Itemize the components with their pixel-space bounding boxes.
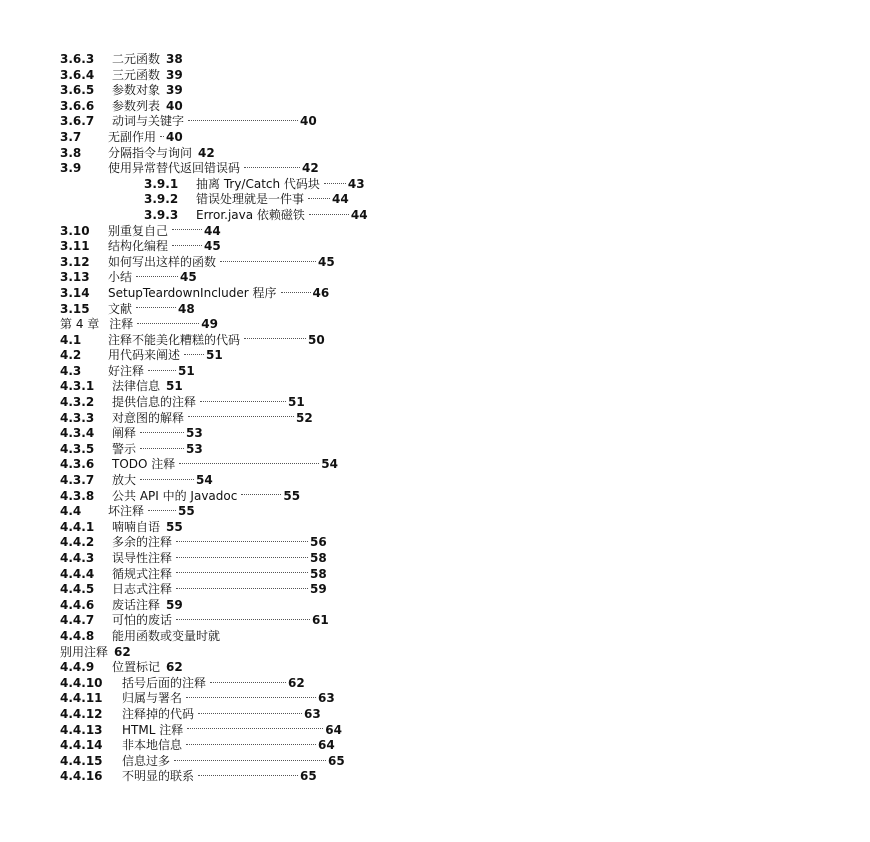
toc-entry-page: 51	[288, 395, 305, 410]
toc-entry-title: 废话注释	[112, 597, 161, 612]
toc-entry-number: 4.3	[60, 363, 82, 378]
toc-entry-title: 无副作用	[108, 129, 157, 144]
toc-entry-page: 44	[204, 223, 221, 238]
toc-entry-title: 信息过多	[122, 753, 171, 768]
toc-entry-page: 51	[206, 348, 223, 363]
toc-entry-title: 动词与关键字	[112, 114, 185, 129]
toc-entry-page: 59	[310, 582, 327, 597]
toc-entry-number: 4.4.1	[60, 519, 95, 534]
dot-leader	[137, 323, 199, 324]
toc-entry	[60, 302, 480, 318]
toc-entry-number: 3.9	[60, 161, 82, 176]
toc-entry	[60, 754, 480, 770]
toc-entry-page: 42	[198, 145, 215, 160]
toc-entry-page: 65	[300, 769, 317, 784]
toc-entry-page: 55	[166, 519, 183, 534]
toc-entry-title: 日志式注释	[112, 582, 173, 597]
dot-leader	[198, 775, 298, 776]
toc-entry-title: 注释不能美化糟糕的代码	[108, 332, 241, 347]
toc-entry-title: Error.java 依赖磁铁	[196, 207, 305, 222]
toc-entry-title: 阐释	[112, 426, 137, 441]
toc-entry-number: 4.4.14	[60, 738, 103, 753]
toc-entry	[60, 224, 480, 240]
toc-entry-number: 4.4.11	[60, 691, 103, 706]
dot-leader	[220, 261, 316, 262]
toc-entry	[60, 504, 480, 520]
toc-entry-page: 54	[196, 473, 213, 488]
toc-entry-page: 62	[114, 644, 131, 659]
toc-entry-number: 3.6.6	[60, 98, 95, 113]
dot-leader	[176, 541, 308, 542]
dot-leader	[244, 338, 306, 339]
toc-entry-page: 55	[283, 488, 301, 503]
toc-entry-page: 43	[347, 176, 365, 191]
dot-leader	[188, 120, 298, 121]
toc-entry-title: 用代码来阐述	[108, 348, 181, 363]
toc-entry-number: 4.4.13	[60, 722, 103, 737]
toc-entry-title: TODO 注释	[112, 457, 176, 472]
toc-entry-title: 公共 API 中的 Javadoc	[112, 488, 238, 503]
toc-entry-page: 39	[166, 67, 183, 82]
dot-leader	[176, 588, 308, 589]
toc-entry-number: 3.9.3	[144, 207, 179, 222]
toc-entry-page: 40	[166, 98, 183, 113]
dot-leader	[186, 744, 316, 745]
toc-entry-number: 4.3.5	[60, 441, 95, 456]
toc-entry-title: 分隔指令与询问	[108, 145, 193, 160]
toc-entry	[60, 99, 480, 115]
toc-entry	[60, 83, 480, 99]
toc-entry	[60, 239, 480, 255]
dot-leader	[309, 214, 349, 215]
toc-entry-number: 4.4.16	[60, 769, 103, 784]
toc-entry-title: 抽离 Try/Catch 代码块	[196, 176, 320, 191]
dot-leader	[140, 479, 194, 480]
toc-entry-number: 4.3.2	[60, 395, 95, 410]
toc-entry-page: 64	[318, 738, 335, 753]
toc-entry	[60, 379, 480, 395]
dot-leader	[176, 619, 310, 620]
toc-entry	[60, 473, 480, 489]
toc-entry-page: 51	[166, 379, 183, 394]
toc-entry-page: 59	[166, 597, 183, 612]
toc-entry-number: 4.4.9	[60, 660, 95, 675]
toc-entry-title: 对意图的解释	[112, 410, 185, 425]
toc-entry-title: 喃喃自语	[112, 519, 161, 534]
dot-leader	[210, 682, 286, 683]
toc-entry-title: 位置标记	[112, 660, 161, 675]
dot-leader	[174, 760, 326, 761]
toc-entry-page: 64	[325, 722, 342, 737]
dot-leader	[148, 370, 176, 371]
toc-entry	[60, 769, 480, 785]
toc-entry	[60, 457, 480, 473]
toc-entry-number: 3.15	[60, 301, 90, 316]
toc-entry	[60, 691, 480, 707]
toc-entry-title: 法律信息	[112, 379, 161, 394]
toc-entry	[60, 426, 480, 442]
toc-entry	[60, 146, 480, 162]
toc-entry-number: 4.4.12	[60, 706, 103, 721]
dot-leader	[140, 432, 184, 433]
toc-entry	[60, 333, 480, 349]
toc-entry	[60, 676, 480, 692]
toc-entry-page: 61	[312, 613, 329, 628]
toc-entry-number: 3.10	[60, 223, 90, 238]
dot-leader	[244, 167, 300, 168]
toc-entry	[60, 442, 480, 458]
toc-entry	[60, 68, 480, 84]
toc-entry	[60, 598, 480, 614]
toc-entry-title: 能用函数或变量时就	[112, 628, 221, 643]
toc-entry-number: 4.4.15	[60, 753, 103, 768]
toc-entry-title: 参数对象	[112, 83, 161, 98]
dot-leader	[172, 229, 202, 230]
toc-entry-page: 42	[302, 161, 319, 176]
toc-entry	[60, 645, 480, 661]
toc-entry	[60, 52, 480, 68]
toc-entry-page: 65	[328, 753, 345, 768]
toc-entry-number: 3.6.3	[60, 52, 95, 66]
toc-entry-number: 3.11	[60, 239, 90, 254]
dot-leader	[188, 416, 294, 417]
toc-entry-number: 3.6.7	[60, 114, 95, 129]
toc-entry	[60, 286, 480, 302]
dot-leader	[148, 510, 176, 511]
toc-entry	[60, 114, 480, 130]
toc-entry-number: 4.4.4	[60, 566, 95, 581]
toc-entry-page: 56	[310, 535, 327, 550]
toc-entry	[60, 629, 480, 645]
dot-leader	[140, 448, 184, 449]
toc-entry-page: 53	[186, 426, 203, 441]
toc-entry	[60, 364, 480, 380]
toc-entry	[60, 582, 480, 598]
toc-entry-number: 3.8	[60, 145, 82, 160]
toc-entry	[60, 660, 480, 676]
toc-entry-page: 44	[332, 192, 349, 207]
toc-entry-page: 46	[312, 285, 330, 300]
toc-entry	[60, 270, 480, 286]
toc-entry-title: 如何写出这样的函数	[108, 254, 217, 269]
dot-leader	[136, 276, 178, 277]
toc-entry-title: 使用异常替代返回错误码	[108, 161, 241, 176]
toc-entry	[60, 130, 480, 146]
toc-entry	[60, 723, 480, 739]
toc-entry-number: 4.4.3	[60, 551, 95, 565]
toc-entry-page: 51	[178, 363, 195, 378]
dot-leader	[176, 572, 308, 573]
dot-leader	[281, 292, 311, 293]
dot-leader	[324, 183, 346, 184]
toc-entry	[60, 613, 480, 629]
toc-entry-number: 3.7	[60, 129, 82, 144]
toc-entry-number: 3.9.1	[144, 176, 179, 191]
toc-entry-page: 48	[178, 301, 195, 316]
toc-entry-title: 不明显的联系	[122, 769, 195, 784]
toc-entry	[60, 395, 480, 411]
toc-entry-title: 循规式注释	[112, 566, 173, 581]
toc-entry-title: 三元函数	[112, 67, 161, 82]
toc-entry-page: 50	[308, 332, 325, 347]
dot-leader	[172, 245, 202, 246]
dot-leader	[160, 136, 164, 137]
toc-entry-title: 括号后面的注释	[122, 675, 207, 690]
toc-entry-title: 注释	[109, 317, 134, 332]
toc-entry-page: 62	[166, 660, 183, 675]
table-of-contents	[60, 52, 480, 785]
toc-entry	[60, 567, 480, 583]
toc-entry-number: 4.3.3	[60, 410, 95, 425]
toc-entry	[60, 489, 480, 505]
toc-entry-number: 4.3.1	[60, 379, 95, 394]
toc-entry-title: 好注释	[108, 363, 145, 378]
toc-entry	[60, 535, 480, 551]
toc-entry-page: 45	[180, 270, 197, 285]
toc-entry-page: 44	[350, 207, 368, 222]
toc-entry	[60, 551, 480, 567]
toc-entry-title: 参数列表	[112, 98, 161, 113]
toc-entry-title: 错误处理就是一件事	[196, 192, 305, 207]
toc-entry-page: 62	[288, 675, 305, 690]
toc-entry	[60, 317, 480, 333]
toc-entry	[60, 177, 480, 193]
toc-entry-page: 38	[166, 52, 183, 66]
dot-leader	[241, 494, 281, 495]
toc-entry-title: SetupTeardownIncluder 程序	[108, 285, 277, 300]
toc-entry-number: 3.13	[60, 270, 90, 285]
toc-entry-page: 52	[296, 410, 313, 425]
toc-entry-title: 别重复自己	[108, 223, 169, 238]
toc-entry-title: 多余的注释	[112, 535, 173, 550]
dot-leader	[136, 307, 176, 308]
toc-entry-number: 4.4	[60, 504, 82, 519]
toc-entry-title: 二元函数	[112, 52, 161, 66]
toc-entry-title: 结构化编程	[108, 239, 169, 254]
toc-entry-title: 非本地信息	[122, 738, 183, 753]
toc-entry-title: 误导性注释	[112, 551, 173, 565]
toc-entry-number: 4.4.7	[60, 613, 95, 628]
toc-entry-title: 警示	[112, 441, 137, 456]
toc-entry-title: 文献	[108, 301, 133, 316]
toc-entry-page: 45	[318, 254, 335, 269]
toc-entry-title: 归属与署名	[122, 691, 183, 706]
dot-leader	[200, 401, 286, 402]
toc-entry-page: 45	[204, 239, 221, 254]
toc-entry-title: HTML 注释	[122, 722, 184, 737]
toc-entry	[60, 348, 480, 364]
dot-leader	[184, 354, 204, 355]
toc-entry-number: 4.1	[60, 332, 82, 347]
toc-entry-number: 4.3.7	[60, 473, 95, 488]
toc-entry-page: 55	[178, 504, 195, 519]
toc-entry-page: 54	[321, 457, 338, 472]
toc-entry-number: 4.4.5	[60, 582, 95, 597]
dot-leader	[308, 198, 330, 199]
toc-entry	[60, 208, 480, 224]
toc-entry-title: 提供信息的注释	[112, 395, 197, 410]
toc-entry-number: 3.14	[60, 285, 90, 300]
toc-entry-number: 4.4.10	[60, 675, 103, 690]
toc-entry-number: 4.3.6	[60, 457, 95, 472]
toc-entry	[60, 411, 480, 427]
toc-entry-number: 3.9.2	[144, 192, 179, 207]
toc-entry-page: 58	[310, 551, 327, 565]
toc-entry	[60, 707, 480, 723]
dot-leader	[176, 557, 308, 558]
toc-entry-number: 3.6.4	[60, 67, 95, 82]
toc-entry-number: 4.4.6	[60, 597, 95, 612]
toc-entry	[60, 520, 480, 536]
toc-entry-page: 39	[166, 83, 183, 98]
toc-entry-page: 63	[318, 691, 335, 706]
toc-entry-number: 4.3.4	[60, 426, 95, 441]
toc-entry	[60, 738, 480, 754]
toc-entry-title: 坏注释	[108, 504, 145, 519]
toc-entry-title: 别用注释	[60, 644, 109, 659]
toc-entry-number: 4.3.8	[60, 488, 95, 503]
toc-entry-number: 3.6.5	[60, 83, 95, 98]
toc-entry-number: 3.12	[60, 254, 90, 269]
toc-entry-title: 可怕的废话	[112, 613, 173, 628]
toc-entry-page: 58	[310, 566, 327, 581]
toc-entry-title: 小结	[108, 270, 133, 285]
toc-entry-title: 放大	[112, 473, 137, 488]
toc-entry-number: 4.4.8	[60, 628, 95, 643]
toc-entry	[60, 161, 480, 177]
toc-entry-page: 63	[304, 706, 321, 721]
toc-entry-number: 4.2	[60, 348, 82, 363]
dot-leader	[198, 713, 302, 714]
toc-entry-page: 53	[186, 441, 203, 456]
toc-entry	[60, 192, 480, 208]
dot-leader	[187, 728, 323, 729]
toc-entry-page: 40	[166, 129, 183, 144]
dot-leader	[179, 463, 319, 464]
toc-entry-page: 40	[300, 114, 317, 129]
toc-entry-title: 注释掉的代码	[122, 706, 195, 721]
toc-entry-number: 第 4 章	[60, 317, 100, 332]
toc-entry-page: 49	[201, 317, 218, 332]
toc-entry	[60, 255, 480, 271]
dot-leader	[186, 697, 316, 698]
toc-entry-number: 4.4.2	[60, 535, 95, 550]
